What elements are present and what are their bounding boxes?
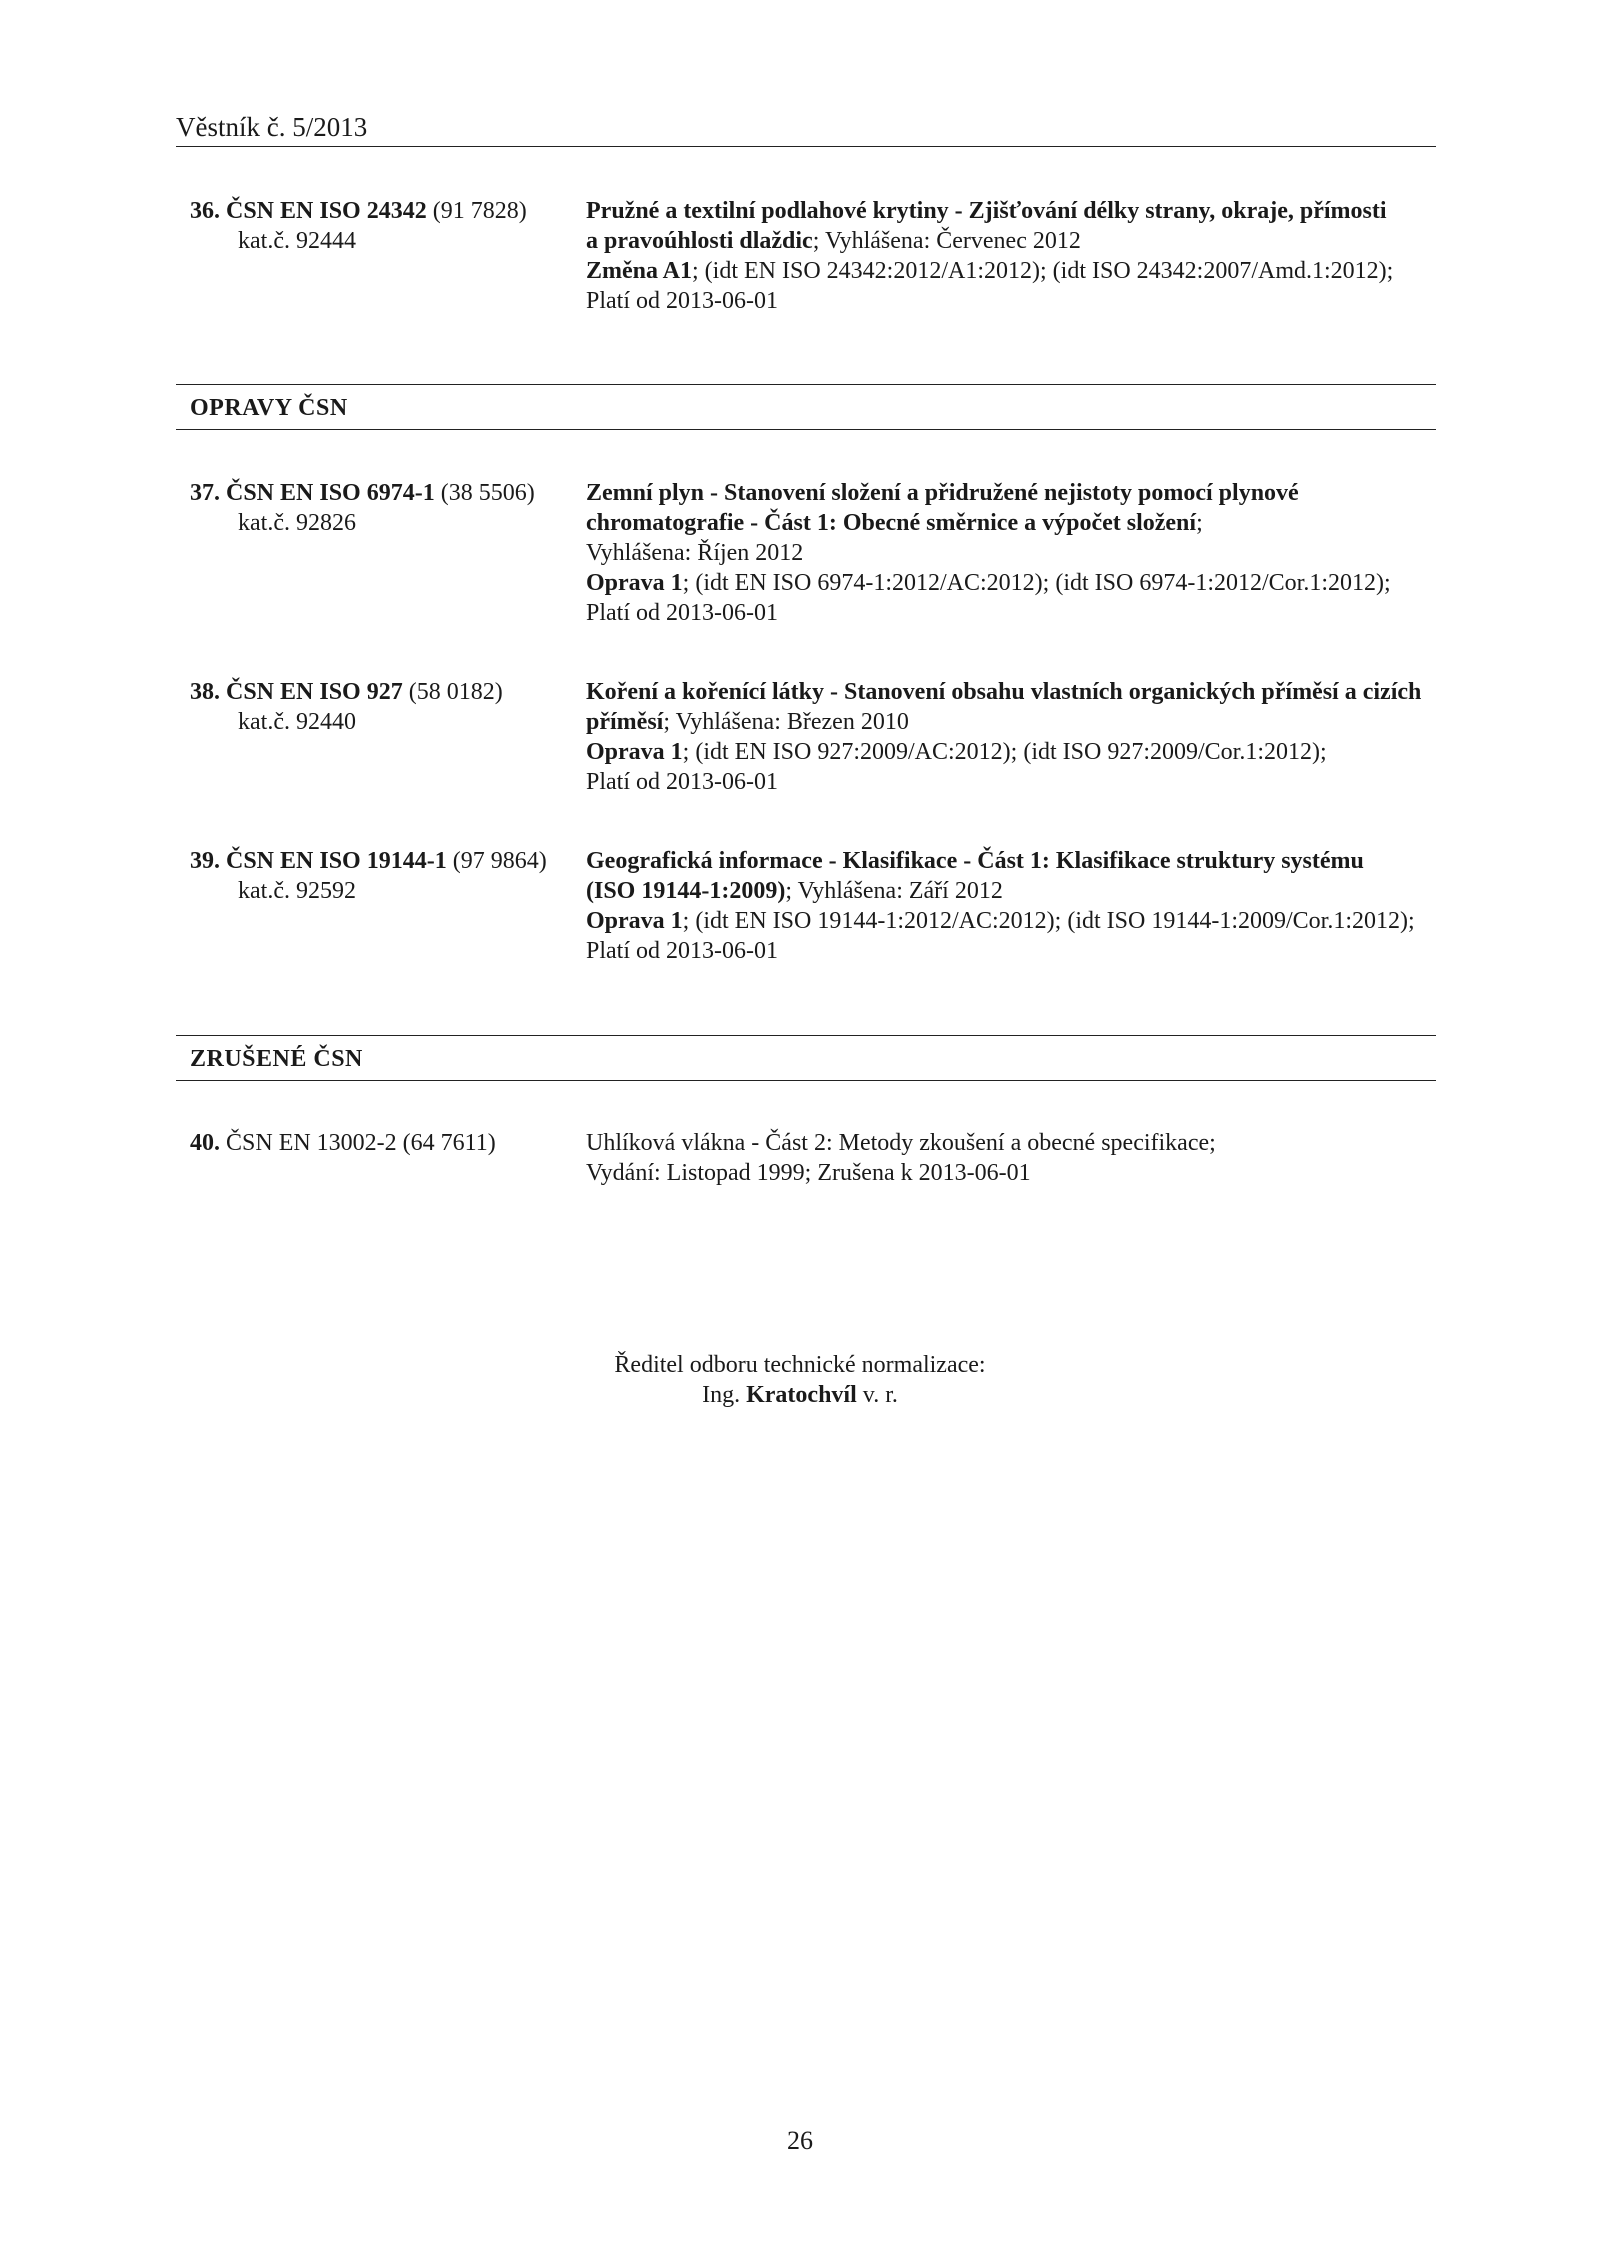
entry-details [586, 846, 1446, 966]
entry-number: 36. [190, 198, 220, 224]
entry-number: 40. [190, 1130, 220, 1156]
correction-reference: ; (idt EN ISO 6974-1:2012/AC:2012); (idt ISO 6974-1:2012/Cor.1:2012); [682, 570, 1391, 596]
correction-label: Oprava 1 [586, 739, 683, 765]
entry-details [586, 1128, 1446, 1188]
title-separator: ; [1196, 510, 1203, 536]
signature-name: Kratochvíl [746, 1382, 857, 1408]
correction-label: Oprava 1 [586, 908, 683, 934]
entry-number: 38. [190, 679, 220, 705]
entry-number: 39. [190, 848, 220, 874]
standard-code: ČSN EN ISO 927 [226, 679, 403, 705]
valid-from: Platí od 2013-06-01 [586, 288, 778, 314]
valid-from: Platí od 2013-06-01 [586, 938, 778, 964]
page-number: 26 [787, 2126, 813, 2155]
standard-code: ČSN EN 13002-2 (64 7611) [220, 1130, 496, 1156]
entry-details [586, 478, 1446, 628]
entry-identifier [190, 1128, 570, 1158]
classification-number: (58 0182) [402, 679, 503, 705]
standard-code: ČSN EN ISO 19144-1 [226, 848, 447, 874]
entry-identifier [190, 677, 570, 737]
announcement: Vyhlášena: Říjen 2012 [586, 540, 804, 566]
amendment-reference: ; (idt EN ISO 24342:2012/A1:2012); (idt ISO 24342:2007/Amd.1:2012); [692, 258, 1394, 284]
standard-title-continued: chromatografie - Část 1: Obecné směrnice a výpočet složení [586, 510, 1197, 536]
announcement: ; Vyhlášena: Září 2012 [785, 878, 1003, 904]
section-title: ZRUŠENÉ ČSN [190, 1046, 363, 1072]
entry-number: 37. [190, 480, 220, 506]
catalog-number: kat.č. 92444 [238, 228, 356, 254]
standard-code: ČSN EN ISO 24342 [226, 198, 427, 224]
entry-identifier [190, 196, 570, 256]
entry-details [586, 196, 1446, 316]
valid-from: Platí od 2013-06-01 [586, 769, 778, 795]
section-header-zrusene [176, 1035, 1436, 1081]
classification-number: (91 7828) [426, 198, 527, 224]
catalog-number: kat.č. 92826 [238, 510, 356, 536]
entry-identifier [190, 846, 570, 906]
amendment-label: Změna A1 [586, 258, 693, 284]
announcement: ; Vyhlášena: Březen 2010 [663, 709, 909, 735]
standard-title-continued: (ISO 19144-1:2009) [586, 878, 786, 904]
entry-identifier [190, 478, 570, 538]
withdrawal-info: Vydání: Listopad 1999; Zrušena k 2013-06-01 [586, 1160, 1031, 1186]
signature-suffix: v. r. [856, 1382, 898, 1408]
signature-title: Ředitel odboru technické normalizace: [614, 1352, 986, 1378]
announcement: ; Vyhlášena: Červenec 2012 [812, 228, 1081, 254]
catalog-number: kat.č. 92592 [238, 878, 356, 904]
correction-reference: ; (idt EN ISO 19144-1:2012/AC:2012); (idt ISO 19144-1:2009/Cor.1:2012); [682, 908, 1415, 934]
signature-block [0, 1350, 1600, 1410]
section-title: OPRAVY ČSN [190, 395, 348, 421]
header-rule [176, 146, 1436, 147]
catalog-number: kat.č. 92440 [238, 709, 356, 735]
signature-name-line [0, 1380, 1600, 1410]
standard-title: Zemní plyn - Stanovení složení a přidružené nejistoty pomocí plynové [586, 480, 1299, 506]
valid-from: Platí od 2013-06-01 [586, 600, 778, 626]
standard-code: ČSN EN ISO 6974-1 [226, 480, 435, 506]
standard-title-continued: a pravoúhlosti dlaždic [586, 228, 813, 254]
signature-prefix: Ing. [702, 1382, 747, 1408]
entry-details [586, 677, 1446, 797]
standard-title: Pružné a textilní podlahové krytiny - Zjišťování délky strany, okraje, přímosti [586, 198, 1387, 224]
standard-title-continued: příměsí [586, 709, 664, 735]
correction-label: Oprava 1 [586, 570, 683, 596]
standard-title: Koření a kořenící látky - Stanovení obsahu vlastních organických příměsí a cizích [586, 679, 1422, 705]
classification-number: (97 9864) [446, 848, 547, 874]
standard-title: Uhlíková vlákna - Část 2: Metody zkoušení a obecné specifikace; [586, 1130, 1216, 1156]
section-header-opravy [176, 384, 1436, 430]
running-header: Věstník č. 5/2013 [176, 112, 368, 142]
standard-title: Geografická informace - Klasifikace - Část 1: Klasifikace struktury systému [586, 848, 1364, 874]
correction-reference: ; (idt EN ISO 927:2009/AC:2012); (idt ISO 927:2009/Cor.1:2012); [682, 739, 1327, 765]
classification-number: (38 5506) [434, 480, 535, 506]
